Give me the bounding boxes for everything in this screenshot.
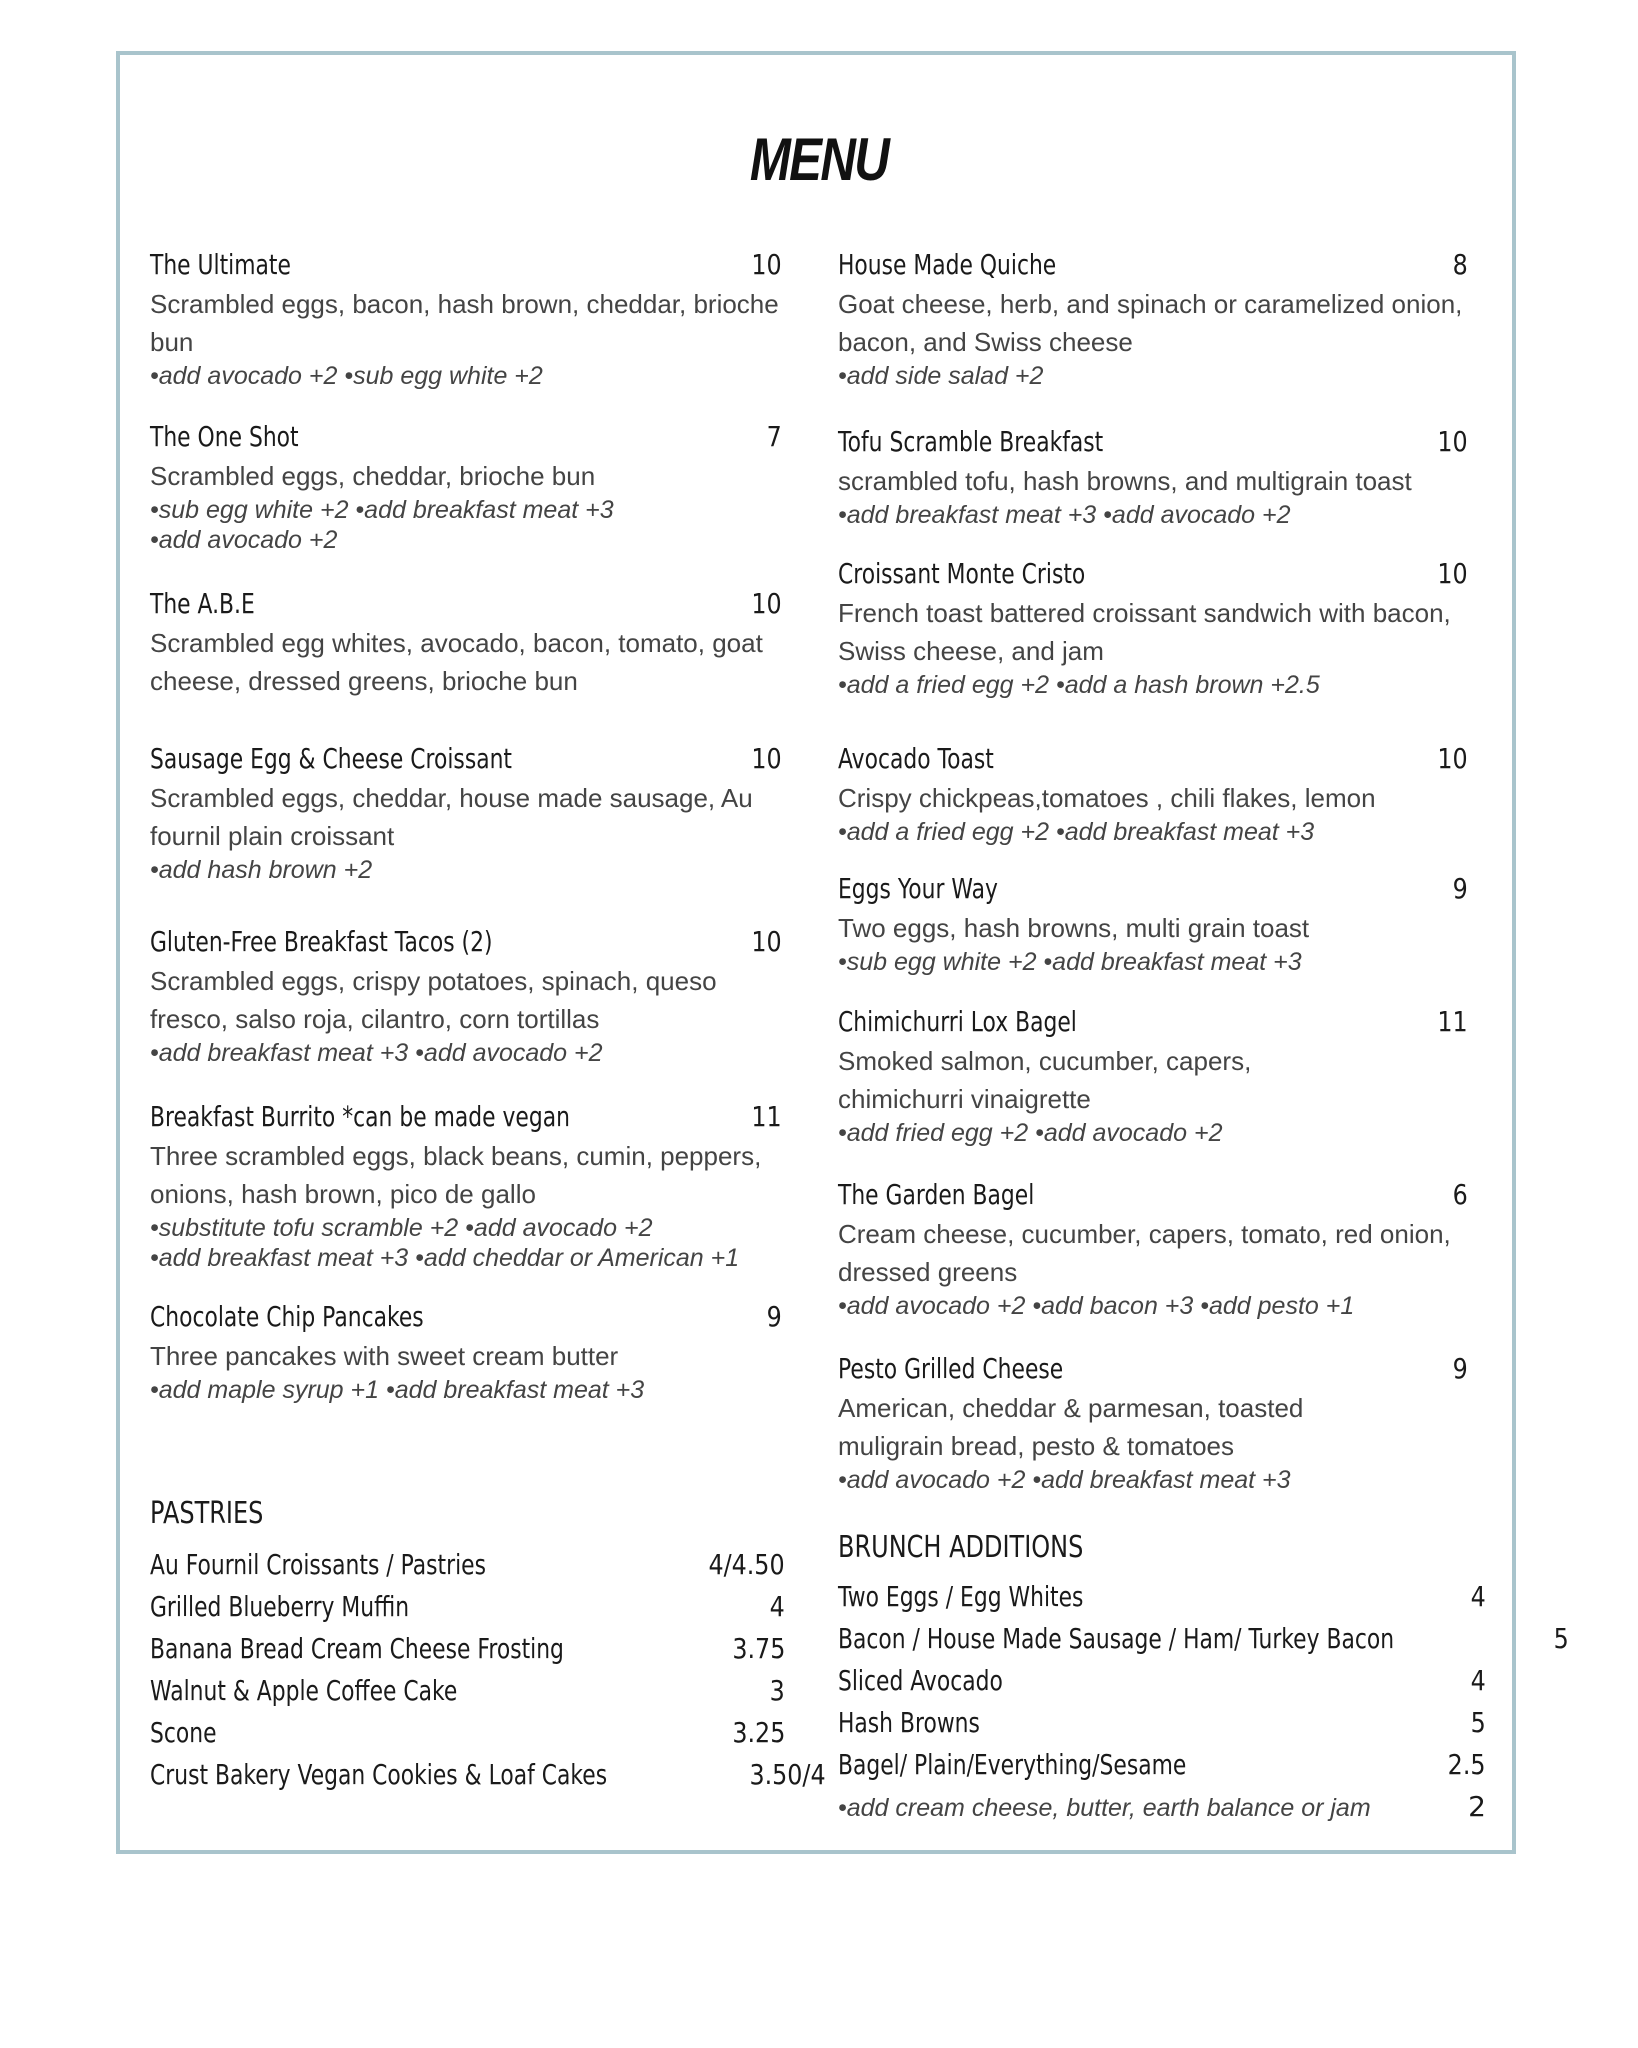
item-price: 9 — [1452, 872, 1468, 905]
item-description: French toast battered croissant sandwich with bacon, Swiss cheese, and jam — [838, 598, 1451, 666]
menu-item — [150, 925, 782, 1068]
item-price: 10 — [751, 248, 782, 281]
item-description: Scrambled egg whites, avocado, bacon, tomato, goat cheese, dressed greens, brioche bun — [150, 628, 763, 696]
addition-price: 2.5 — [1448, 1748, 1486, 1781]
pastry-price: 3 — [769, 1674, 785, 1707]
addition-extra-name: •add cream cheese, butter, earth balance or jam — [838, 1794, 1371, 1822]
list-item — [150, 1674, 785, 1716]
menu-item — [838, 872, 1468, 977]
item-price: 10 — [751, 925, 782, 958]
item-addons: •add side salad +2 — [838, 362, 1044, 390]
item-price: 8 — [1452, 248, 1468, 281]
item-description: Two eggs, hash browns, multi grain toast — [838, 913, 1310, 943]
addition-extra-price: 2 — [1468, 1790, 1486, 1823]
menu-item — [150, 1300, 782, 1405]
list-item — [838, 1748, 1486, 1790]
pastry-name: Au Fournil Croissants / Pastries — [150, 1548, 486, 1581]
item-addons: •add avocado +2 •add bacon +3 •add pesto +1 — [838, 1292, 1355, 1320]
item-name: The One Shot — [150, 420, 299, 453]
menu-item — [150, 420, 782, 555]
addition-price: 5 — [1553, 1622, 1569, 1655]
list-item — [838, 1706, 1486, 1748]
item-description: Goat cheese, herb, and spinach or caramelized onion, bacon, and Swiss cheese — [838, 289, 1463, 357]
menu-item — [150, 248, 782, 391]
item-name: Avocado Toast — [838, 742, 994, 775]
item-description: Scrambled eggs, bacon, hash brown, cheddar, brioche bun — [150, 289, 779, 357]
item-name: Chimichurri Lox Bagel — [838, 1005, 1077, 1038]
list-item — [150, 1548, 785, 1590]
item-addons: •sub egg white +2 •add breakfast meat +3 — [150, 496, 614, 524]
item-name: Gluten-Free Breakfast Tacos (2) — [150, 925, 493, 958]
list-item — [838, 1790, 1486, 1832]
item-description: Three pancakes with sweet cream butter — [150, 1341, 619, 1371]
item-name: Chocolate Chip Pancakes — [150, 1300, 424, 1333]
item-name: The A.B.E — [150, 587, 255, 620]
list-item — [838, 1664, 1486, 1706]
addition-name: Bacon / House Made Sausage / Ham/ Turkey Bacon — [838, 1622, 1395, 1655]
list-item — [150, 1758, 826, 1800]
item-addons: •add fried egg +2 •add avocado +2 — [838, 1119, 1223, 1147]
item-price: 9 — [1452, 1352, 1468, 1385]
menu-item — [838, 557, 1468, 700]
item-addons: •add avocado +2 •sub egg white +2 — [150, 362, 543, 390]
pastry-name: Scone — [150, 1716, 217, 1749]
item-addons: •add breakfast meat +3 •add avocado +2 — [150, 1039, 603, 1067]
item-name: House Made Quiche — [838, 248, 1057, 281]
list-item — [150, 1590, 785, 1632]
item-name: Sausage Egg & Cheese Croissant — [150, 742, 512, 775]
item-price: 10 — [1437, 557, 1468, 590]
menu-item — [838, 1178, 1468, 1321]
item-description: Smoked salmon, cucumber, capers, chimichurri vinaigrette — [838, 1046, 1252, 1114]
menu-item — [838, 425, 1468, 530]
item-price: 7 — [766, 420, 782, 453]
item-name: Croissant Monte Cristo — [838, 557, 1086, 590]
menu-item — [838, 248, 1468, 391]
menu-item — [150, 1100, 782, 1273]
list-item — [838, 1622, 1569, 1664]
item-price: 10 — [1437, 425, 1468, 458]
brunch-additions-heading: BRUNCH ADDITIONS — [838, 1530, 1084, 1565]
menu-item — [150, 587, 782, 700]
addition-name: Sliced Avocado — [838, 1664, 1003, 1697]
item-name: Breakfast Burrito *can be made vegan — [150, 1100, 570, 1133]
addition-name: Bagel/ Plain/Everything/Sesame — [838, 1748, 1187, 1781]
item-addons: •add a fried egg +2 •add breakfast meat +3 — [838, 818, 1315, 846]
list-item — [150, 1632, 785, 1674]
item-addons: •add breakfast meat +3 •add cheddar or American +1 — [150, 1244, 740, 1272]
addition-price: 4 — [1470, 1580, 1486, 1613]
item-addons: •substitute tofu scramble +2 •add avocado +2 — [150, 1214, 653, 1242]
pastries-heading: PASTRIES — [150, 1496, 264, 1531]
pastry-name: Crust Bakery Vegan Cookies & Loaf Cakes — [150, 1758, 608, 1791]
item-addons: •add avocado +2 — [150, 526, 338, 554]
addition-price: 4 — [1470, 1664, 1486, 1697]
item-price: 11 — [1437, 1005, 1468, 1038]
pastry-price: 4 — [769, 1590, 785, 1623]
item-price: 11 — [751, 1100, 782, 1133]
pastry-name: Grilled Blueberry Muffin — [150, 1590, 410, 1623]
addition-price: 5 — [1470, 1706, 1486, 1739]
item-price: 6 — [1452, 1178, 1468, 1211]
item-description: Scrambled eggs, crispy potatoes, spinach, queso fresco, salso roja, cilantro, corn tortillas — [150, 966, 717, 1034]
menu-item — [838, 1005, 1468, 1148]
item-description: Scrambled eggs, cheddar, house made sausage, Au fournil plain croissant — [150, 783, 753, 851]
item-description: Three scrambled eggs, black beans, cumin, peppers, onions, hash brown, pico de gallo — [150, 1141, 762, 1209]
list-item — [838, 1580, 1486, 1622]
item-name: Eggs Your Way — [838, 872, 998, 905]
item-addons: •add hash brown +2 — [150, 856, 373, 884]
pastry-price: 4/4.50 — [708, 1548, 785, 1581]
item-addons: •add avocado +2 •add breakfast meat +3 — [838, 1466, 1291, 1494]
item-addons: •add a fried egg +2 •add a hash brown +2.5 — [838, 671, 1320, 699]
item-price: 10 — [1437, 742, 1468, 775]
menu-item — [838, 1352, 1468, 1495]
item-name: The Ultimate — [150, 248, 291, 281]
brunch-additions-list — [838, 1580, 1569, 1832]
list-item — [150, 1716, 785, 1758]
item-description: scrambled tofu, hash browns, and multigrain toast — [838, 466, 1412, 496]
menu-item — [150, 742, 782, 885]
item-description: Cream cheese, cucumber, capers, tomato, red onion, dressed greens — [838, 1219, 1451, 1287]
pastries-list — [150, 1548, 826, 1800]
item-price: 10 — [751, 587, 782, 620]
item-name: Pesto Grilled Cheese — [838, 1352, 1064, 1385]
item-name: Tofu Scramble Breakfast — [838, 425, 1104, 458]
pastry-name: Banana Bread Cream Cheese Frosting — [150, 1632, 564, 1665]
pastry-price: 3.75 — [732, 1632, 785, 1665]
addition-name: Hash Browns — [838, 1706, 980, 1739]
item-addons: •add breakfast meat +3 •add avocado +2 — [838, 501, 1291, 529]
item-description: Crispy chickpeas,tomatoes , chili flakes, lemon — [838, 783, 1376, 813]
menu-item — [838, 742, 1468, 847]
pastry-price: 3.50/4 — [749, 1758, 826, 1791]
item-description: American, cheddar & parmesan, toasted muligrain bread, pesto & tomatoes — [838, 1393, 1304, 1461]
pastry-price: 3.25 — [732, 1716, 785, 1749]
item-addons: •add maple syrup +1 •add breakfast meat +3 — [150, 1376, 645, 1404]
pastry-name: Walnut & Apple Coffee Cake — [150, 1674, 458, 1707]
item-description: Scrambled eggs, cheddar, brioche bun — [150, 461, 596, 491]
item-price: 10 — [751, 742, 782, 775]
item-addons: •sub egg white +2 •add breakfast meat +3 — [838, 948, 1302, 976]
item-name: The Garden Bagel — [838, 1178, 1035, 1211]
addition-name: Two Eggs / Egg Whites — [838, 1580, 1084, 1613]
item-price: 9 — [766, 1300, 782, 1333]
menu-title: MENU — [749, 126, 889, 193]
